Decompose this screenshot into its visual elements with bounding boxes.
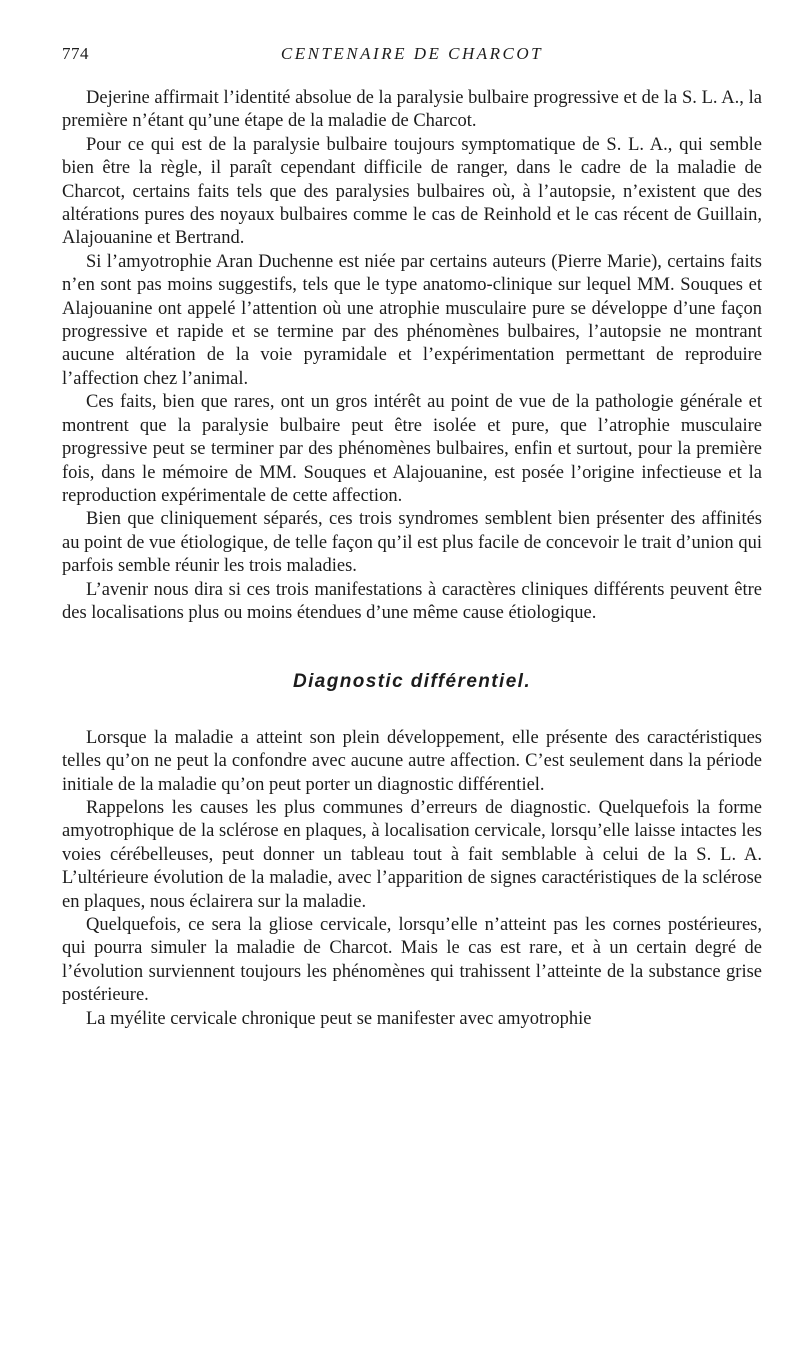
body-text xyxy=(62,87,762,1031)
paragraph: Pour ce qui est de la paralysie bulbaire toujours symptomatique de S. L. A., qui semble bien être la règle, il paraît cependant difficile de ranger, dans le cadre de la maladie de Charcot, certains faits tels que des paralysies bulbaires où, à l’autopsie, n’existent que des altérations pures des noyaux bulbaires comme le cas de Reinhold et le cas récent de Guillain, Alajouanine et Bertrand. xyxy=(62,134,762,249)
paragraph: L’avenir nous dira si ces trois manifestations à caractères cliniques différents peuvent être des localisations plus ou moins étendues d’une même cause étiologique. xyxy=(62,579,762,623)
paragraph: La myélite cervicale chronique peut se manifester avec amyotrophie xyxy=(86,1008,592,1029)
page-number: 774 xyxy=(62,44,89,63)
page-header xyxy=(62,44,762,72)
paragraph: Si l’amyotrophie Aran Duchenne est niée par certains auteurs (Pierre Marie), certains faits n’en sont pas moins suggestifs, tels que le type anatomo-clinique sur lequel MM. Souques et Alajouanine ont appelé l’attention où une atrophie musculaire pure se développe d’une façon progressive et rapide et se termine par des phénomènes bulbaires, l’autopsie ne montrant aucune altération de la voie pyramidale et l’expérimentation permettant de reproduire l’affection chez l’animal. xyxy=(62,251,762,389)
running-title: CENTENAIRE DE CHARCOT xyxy=(280,44,544,63)
paragraph: Lorsque la maladie a atteint son plein développement, elle présente des caractéristiques telles qu’on ne peut la confondre avec aucune autre affection. C’est seulement dans la période initiale de la maladie qu’on peut porter un diagnostic différentiel. xyxy=(62,727,762,795)
paragraph: Rappelons les causes les plus communes d’erreurs de diagnostic. Quelquefois la forme amyotrophique de la sclérose en plaques, à localisation cervicale, lorsqu’elle laisse intactes les voies cérébelleuses, peut donner un tableau tout à fait semblable à celui de la S. L. A. L’ultérieure évolution de la maladie, avec l’apparition de signes caractéristiques de la sclérose en plaques, nous éclairera sur la maladie. xyxy=(62,797,762,912)
section-heading: Diagnostic différentiel. xyxy=(292,671,532,693)
paragraph: Quelquefois, ce sera la gliose cervicale, lorsqu’elle n’atteint pas les cornes postérieures, qui pourra simuler la maladie de Charcot. Mais le cas est rare, et à un certain degré de l’évolution surviennent toujours les phénomènes qui trahissent l’atteinte de la substance grise postérieure. xyxy=(62,915,762,1006)
paragraph: Ces faits, bien que rares, ont un gros intérêt au point de vue de la pathologie générale et montrent que la paralysie bulbaire peut être isolée et pure, que l’atrophie musculaire progressive peut se terminer par des phénomènes bulbaires, enfin et surtout, pour la première fois, dans le mémoire de MM. Souques et Alajouanine, est posée l’origine infectieuse et la reproduction expérimentale de cette affection. xyxy=(62,392,762,506)
paragraph: Bien que cliniquement séparés, ces trois syndromes semblent bien présenter des affinités au point de vue étiologique, de telle façon qu’il est plus facile de concevoir le trait d’union qui parfois semble réunir les trois maladies. xyxy=(62,509,762,577)
paragraph: Dejerine affirmait l’identité absolue de la paralysie bulbaire progressive et de la S. L. A., la première n’étant qu’une étape de la maladie de Charcot. xyxy=(62,88,762,132)
